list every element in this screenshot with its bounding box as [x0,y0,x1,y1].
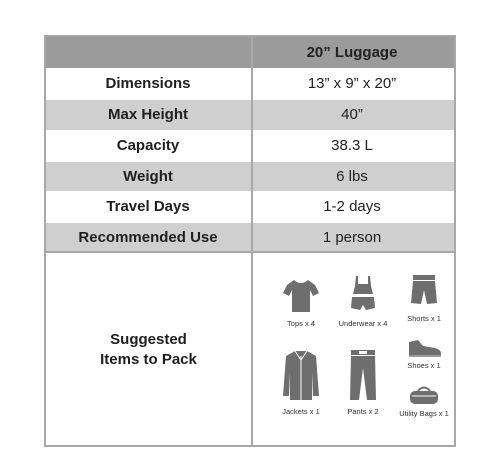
bag-icon [407,384,441,406]
table-row-recommended-use [46,222,454,252]
row-divider [46,221,454,223]
table-row-dimensions [46,68,454,99]
item-caption: Pants x 2 [347,407,379,416]
table-row-max-height [46,99,454,130]
item-underwear [332,274,394,328]
row-value: 38.3 L [331,137,373,154]
item-caption: Utility Bags x 1 [399,409,449,418]
item-caption: Jackets x 1 [282,407,320,416]
suggested-items-section [46,252,454,447]
row-value: 13” x 9” x 20” [307,75,397,92]
row-divider [46,160,454,162]
item-caption: Shoes x 1 [407,361,441,370]
row-label: Max Height [107,106,188,123]
row-value: 40” [341,106,363,123]
row-label: Travel Days [106,198,190,215]
item-tops [275,276,327,328]
table-header-row [46,37,454,68]
item-caption: Shorts x 1 [407,314,441,323]
item-shoes [396,336,452,370]
row-label: Dimensions [105,75,191,92]
pants-icon [346,348,380,404]
shoe-icon [405,336,443,358]
item-caption: Tops x 4 [287,319,315,328]
table-row-travel-days [46,191,454,222]
row-label: Capacity [116,137,180,154]
item-caption: Underwear x 4 [338,319,388,328]
header-empty-cell [46,37,250,68]
item-utility-bags [392,384,456,418]
row-label: Recommended Use [78,228,218,246]
row-value: 6 lbs [336,167,368,185]
table-row-weight [46,161,454,191]
item-shorts [396,273,452,323]
row-divider [46,98,454,100]
suggested-items-label: Suggested Items to Pack [100,330,197,368]
shorts-icon [408,273,440,311]
row-label: Weight [123,167,173,185]
row-value: 1-2 days [323,198,381,215]
item-pants [332,348,394,416]
luggage-spec-table [44,35,456,447]
underwear-icon [343,274,383,316]
item-jackets [272,348,330,416]
table-row-capacity [46,130,454,161]
jacket-icon [281,348,321,404]
tshirt-icon [281,276,321,316]
row-value: 1 person [322,228,382,246]
header-title: 20” Luggage [306,44,398,61]
